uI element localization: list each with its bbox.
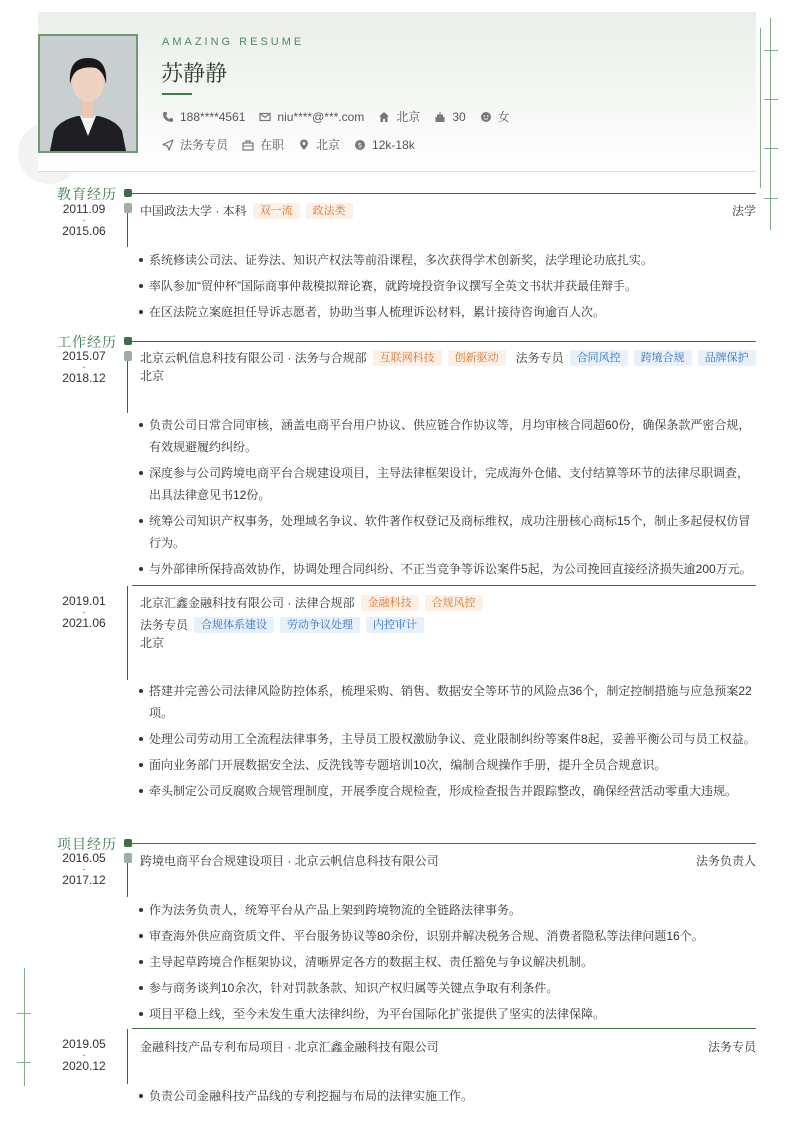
list-item: 统筹公司知识产权事务，处理域名争议、软件著作权登记及商标维权，成功注册核心商标15个，制止多起侵权仿冒行为。: [138, 510, 756, 554]
list-item: 深度参与公司跨境电商平台合规建设项目，主导法律框架设计，完成海外仓储、支付结算等环节的法律尽职调查，出具法律意见书12份。: [138, 462, 756, 506]
list-item: 作为法务负责人，统筹平台从产品上架到跨境物流的全链路法律事务。: [138, 899, 756, 921]
home-text: 北京: [396, 110, 421, 124]
tag: 互联网科技: [373, 350, 442, 366]
date-end: 2015.06: [62, 224, 106, 238]
education-date: [52, 203, 116, 237]
tag: 政法类: [306, 203, 353, 219]
work1-bullets: [138, 414, 756, 584]
position-info: [162, 136, 228, 153]
list-item: 与外部律所保持高效协作，协调处理合同纠纷、不正当竞争等诉讼案件5起，为公司挽回直接经济损失逾200万元。: [138, 558, 756, 580]
gender-info: [480, 108, 510, 125]
project-title: 金融科技产品专利布局项目 · 北京汇鑫金融科技有限公司: [140, 1040, 439, 1054]
section-title-project: 项目经历: [57, 836, 117, 852]
date-end: 2018.12: [62, 371, 106, 385]
tag: 合规风控: [425, 595, 483, 611]
skill-tag: 合同风控: [570, 350, 628, 366]
contact-row: [162, 108, 524, 125]
decor-tick: [764, 50, 778, 51]
work2-entry: [140, 592, 756, 654]
project1-date: [52, 852, 116, 886]
decor-line-right-inner: [760, 28, 761, 188]
list-item: 牵头制定公司反腐败合规管理制度，开展季度合规检查，形成检查报告并跟踪整改，确保经营活动零重大违规。: [138, 780, 756, 802]
date-start: 2016.05: [62, 851, 106, 865]
decor-line-left: [24, 968, 25, 1086]
entry-line: [127, 586, 128, 680]
project2-entry: [140, 1036, 756, 1058]
salary-text: 12k-18k: [372, 137, 415, 152]
skill-tag: 跨境合规: [634, 350, 692, 366]
skill-tag: 品牌保护: [698, 350, 756, 366]
project1-entry: [140, 850, 756, 872]
date-end: 2017.12: [62, 873, 106, 887]
company-name: 北京汇鑫金融科技有限公司 · 法律合规部: [140, 596, 355, 610]
decor-tick: [764, 99, 778, 100]
decor-tick: [764, 148, 778, 149]
date-separator: -: [82, 607, 86, 617]
work-city: 北京: [140, 636, 165, 650]
work-city: 北京: [140, 369, 165, 383]
entry-line: [127, 213, 128, 247]
skill-tag: 合规体系建设: [194, 617, 274, 633]
home-icon: [378, 111, 390, 123]
city-text: 北京: [316, 138, 341, 152]
city-info: [298, 136, 340, 153]
entry-line: [127, 1029, 128, 1084]
work1-entry: [140, 347, 756, 387]
header-divider: [38, 171, 756, 172]
entry-line: [127, 863, 128, 897]
date-end: 2021.06: [62, 616, 106, 630]
project2-date: [52, 1038, 116, 1072]
job-role: 法务专员: [140, 618, 189, 632]
tag: 金融科技: [361, 595, 419, 611]
brand-title: AMAZING RESUME: [162, 36, 305, 48]
status-info: [242, 136, 284, 153]
profile-photo: [38, 34, 138, 153]
school-name: 中国政法大学 · 本科: [140, 204, 247, 218]
coin-icon: [354, 139, 366, 151]
skill-tag: 劳动争议处理: [280, 617, 360, 633]
job-intent-row: [162, 136, 429, 153]
list-item: 率队参加“贸仲杯”国际商事仲裁模拟辩论赛，就跨境投资争议撰写全英文书状并获最佳辩手。: [138, 275, 756, 297]
section-marker: [124, 189, 132, 197]
entry-line: [127, 361, 128, 413]
project-role: 法务负责人: [695, 854, 756, 868]
cake-icon: [434, 111, 446, 123]
mail-icon: [259, 111, 271, 123]
company-name: 北京云帆信息科技有限公司 · 法务与合规部: [140, 351, 367, 365]
date-separator: -: [82, 362, 86, 372]
entry-marker: [124, 203, 132, 213]
position-text: 法务专员: [180, 138, 229, 152]
work1-date: [52, 350, 116, 384]
project-title: 跨境电商平台合规建设项目 · 北京云帆信息科技有限公司: [140, 854, 439, 868]
list-item: 项目平稳上线，至今未发生重大法律纠纷，为平台国际化扩张提供了坚实的法律保障。: [138, 1003, 756, 1025]
section-marker: [124, 337, 132, 345]
major: 法学: [731, 204, 756, 218]
skill-tag: 内控审计: [366, 617, 424, 633]
date-separator: -: [82, 864, 86, 874]
email-info: [259, 110, 364, 124]
tag: 创新驱动: [448, 350, 506, 366]
work2-date: [52, 595, 116, 629]
section-line: [132, 843, 756, 844]
candidate-name: 苏静静: [161, 62, 228, 87]
section-marker: [124, 839, 132, 847]
list-item: 在区法院立案庭担任导诉志愿者，协助当事人梳理诉讼材料，累计接待咨询逾百人次。: [138, 301, 756, 323]
decor-tick: [17, 1013, 31, 1014]
date-start: 2019.01: [62, 594, 106, 608]
decor-tick: [764, 198, 778, 199]
project1-bullets: [138, 899, 756, 1029]
status-text: 在职: [260, 138, 285, 152]
job-role: 法务专员: [515, 351, 564, 365]
list-item: 搭建并完善公司法律风险防控体系，梳理采购、销售、数据安全等环节的风险点36个，制定控制措施与应急预案22项。: [138, 680, 756, 724]
education-bullets: [138, 249, 756, 327]
section-line: [132, 193, 756, 194]
location-pin-icon: [298, 139, 310, 151]
list-item: 负责公司日常合同审核，涵盖电商平台用户协议、供应链合作协议等，月均审核合同超60份，确保条款严密合规，有效规避履约纠纷。: [138, 414, 756, 458]
section-title-education: 教育经历: [57, 186, 117, 202]
phone-icon: [162, 111, 174, 123]
phone-text: 188****4561: [180, 109, 246, 124]
list-item: 处理公司劳动用工全流程法律事务，主导员工股权激励争议、竞业限制纠纷等案件8起，妥善平衡公司与员工权益。: [138, 728, 756, 750]
age-text: 30: [452, 109, 466, 124]
tag: 双一流: [253, 203, 300, 219]
face-icon: [480, 111, 492, 123]
list-item: 主导起草跨境合作框架协议，清晰界定各方的数据主权、责任豁免与争议解决机制。: [138, 951, 756, 973]
email-text: niu****@***.com: [277, 109, 365, 124]
decor-tick: [17, 1062, 31, 1063]
list-item: 系统修读公司法、证券法、知识产权法等前沿课程，多次获得学术创新奖，法学理论功底扎实。: [138, 249, 756, 271]
svg-text:$: $: [357, 141, 363, 150]
gender-text: 女: [497, 110, 510, 124]
age-info: [434, 110, 465, 124]
date-end: 2020.12: [62, 1059, 106, 1073]
briefcase-icon: [242, 139, 254, 151]
date-separator: -: [82, 1050, 86, 1060]
date-start: 2011.09: [62, 202, 106, 216]
phone-info: [162, 110, 245, 124]
date-separator: -: [82, 215, 86, 225]
name-underline: [162, 93, 192, 95]
section-title-work: 工作经历: [57, 334, 117, 350]
send-icon: [162, 139, 174, 151]
project2-bullets: [138, 1085, 756, 1111]
salary-info: [354, 138, 415, 152]
education-entry: [140, 200, 756, 222]
work2-bullets: [138, 680, 756, 806]
project-role: 法务专员: [707, 1040, 756, 1054]
home-info: [378, 108, 420, 125]
list-item: 面向业务部门开展数据安全法、反洗钱等专题培训10次，编制合规操作手册，提升全员合规意识。: [138, 754, 756, 776]
entry-marker: [124, 351, 132, 361]
list-item: 负责公司金融科技产品线的专利挖掘与布局的法律实施工作。: [138, 1085, 756, 1107]
list-item: 审查海外供应商资质文件、平台服务协议等80余份，识别并解决税务合规、消费者隐私等法律问题16个。: [138, 925, 756, 947]
entry-divider: [132, 1028, 756, 1029]
date-start: 2015.07: [62, 349, 106, 363]
entry-divider: [132, 585, 756, 586]
section-line: [132, 341, 756, 342]
date-start: 2019.05: [62, 1037, 106, 1051]
entry-marker: [124, 853, 132, 863]
list-item: 参与商务谈判10余次，针对罚款条款、知识产权归属等关键点争取有利条件。: [138, 977, 756, 999]
